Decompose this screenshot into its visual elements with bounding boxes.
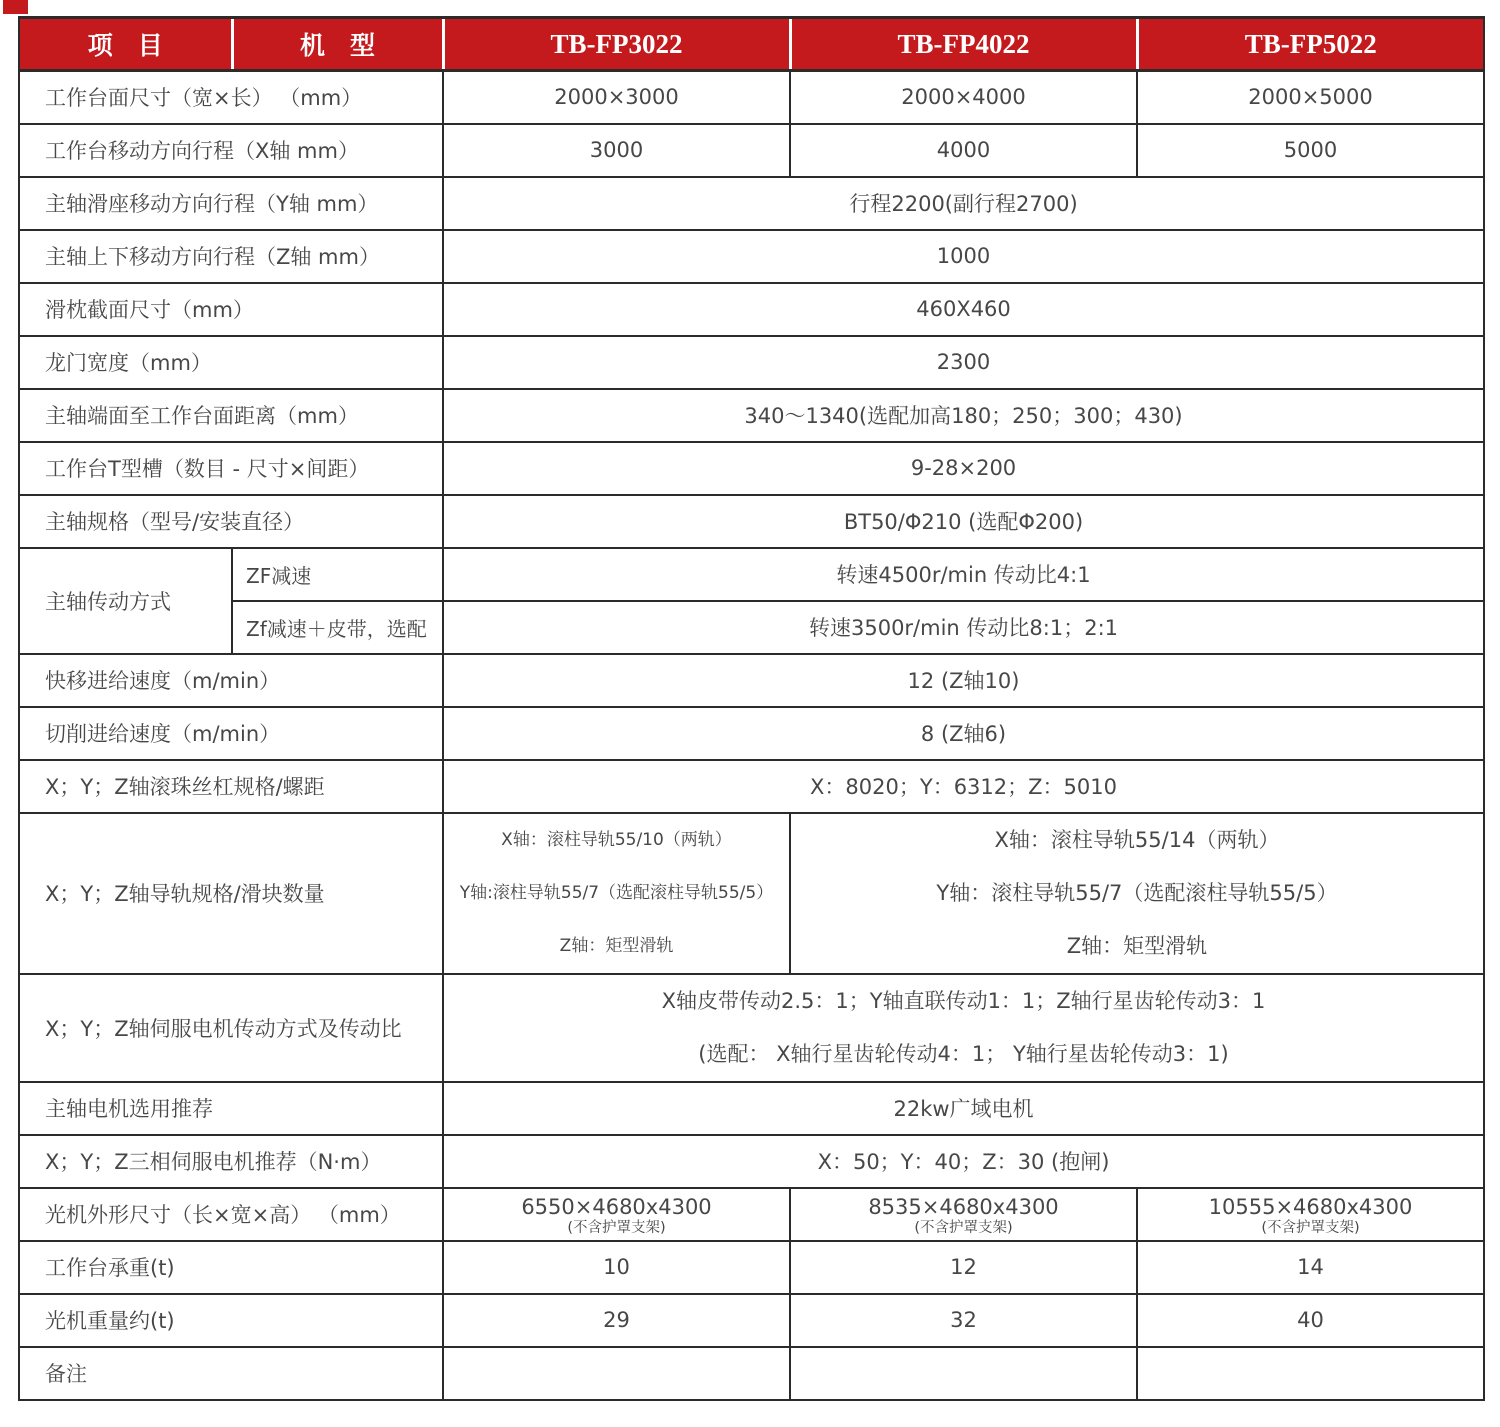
row-label: 备注 xyxy=(19,1347,443,1400)
row-value: 9-28×200 xyxy=(443,442,1484,495)
table-row xyxy=(19,1241,1484,1294)
row-value-multiline xyxy=(790,813,1484,974)
row-value: 3000 xyxy=(443,124,790,177)
row-label: 主轴滑座移动方向行程（Y轴 mm） xyxy=(19,177,443,230)
row-value: 40 xyxy=(1137,1294,1484,1347)
row-value-with-note xyxy=(443,1188,790,1241)
table-row xyxy=(19,1135,1484,1188)
guideway-line-z: Z轴：矩型滑轨 xyxy=(559,935,674,956)
row-label: X；Y；Z轴滚珠丝杠规格/螺距 xyxy=(19,760,443,813)
table-row xyxy=(19,230,1484,283)
row-value: 460X460 xyxy=(443,283,1484,336)
header-model-tbfp4022: TB-FP4022 xyxy=(790,18,1137,71)
table-row xyxy=(19,1294,1484,1347)
row-value: 2000×3000 xyxy=(443,71,790,124)
machine-spec-table xyxy=(18,16,1485,1401)
row-value-with-note xyxy=(1137,1188,1484,1241)
row-value: 2300 xyxy=(443,336,1484,389)
row-label: 切削进给速度（m/min） xyxy=(19,707,443,760)
table-row xyxy=(19,548,1484,601)
table-header-row xyxy=(19,18,1484,71)
header-item-cell: 项 目 xyxy=(19,18,232,71)
dimension-note: (不含护罩支架) xyxy=(567,1219,666,1236)
table-row xyxy=(19,974,1484,1082)
table-row xyxy=(19,1188,1484,1241)
table-row xyxy=(19,71,1484,124)
row-value: X：8020；Y：6312；Z：5010 xyxy=(443,760,1484,813)
dimension-value: 8535×4680x4300 xyxy=(868,1194,1059,1219)
row-value: 32 xyxy=(790,1294,1137,1347)
row-value: BT50/Φ210 (选配Φ200) xyxy=(443,495,1484,548)
guideway-line-z: Z轴：矩型滑轨 xyxy=(1066,933,1208,958)
row-value: 8 (Z轴6) xyxy=(443,707,1484,760)
row-label: 工作台承重(t) xyxy=(19,1241,443,1294)
row-label: 滑枕截面尺寸（mm） xyxy=(19,283,443,336)
servo-line-optional: (选配： X轴行星齿轮传动4：1； Y轴行星齿轮传动3：1) xyxy=(698,1041,1229,1066)
row-sublabel: ZF减速 xyxy=(232,548,443,601)
guideway-line-x: X轴：滚柱导轨55/14（两轨） xyxy=(994,827,1280,852)
row-value: 10 xyxy=(443,1241,790,1294)
corner-accent-decoration xyxy=(3,0,28,14)
row-value: 2000×5000 xyxy=(1137,71,1484,124)
row-group-label: 主轴传动方式 xyxy=(19,548,232,654)
table-row xyxy=(19,707,1484,760)
row-value: 行程2200(副行程2700) xyxy=(443,177,1484,230)
row-value: 转速4500r/min 传动比4:1 xyxy=(443,548,1484,601)
row-value xyxy=(1137,1347,1484,1400)
guideway-line-y: Y轴:滚柱导轨55/7（选配滚柱导轨55/5） xyxy=(459,882,774,903)
row-label: 光机重量约(t) xyxy=(19,1294,443,1347)
row-label: 主轴电机选用推荐 xyxy=(19,1082,443,1135)
table-row xyxy=(19,177,1484,230)
row-value: 12 (Z轴10) xyxy=(443,654,1484,707)
row-label: X；Y；Z三相伺服电机推荐（N·m） xyxy=(19,1135,443,1188)
row-label: 主轴端面至工作台面距离（mm） xyxy=(19,389,443,442)
row-sublabel: Zf减速＋皮带，选配 xyxy=(232,601,443,654)
row-value-with-note xyxy=(790,1188,1137,1241)
table-row xyxy=(19,495,1484,548)
row-label: X；Y；Z轴伺服电机传动方式及传动比 xyxy=(19,974,443,1082)
table-row xyxy=(19,760,1484,813)
table-row xyxy=(19,1082,1484,1135)
table-row xyxy=(19,813,1484,974)
row-label: 主轴上下移动方向行程（Z轴 mm） xyxy=(19,230,443,283)
guideway-line-x: X轴：滚柱导轨55/10（两轨） xyxy=(501,829,732,850)
table-row xyxy=(19,654,1484,707)
row-value: 2000×4000 xyxy=(790,71,1137,124)
row-value: 12 xyxy=(790,1241,1137,1294)
table-row xyxy=(19,442,1484,495)
dimension-note: (不含护罩支架) xyxy=(914,1219,1013,1236)
row-value-multiline xyxy=(443,974,1484,1082)
row-label: X；Y；Z轴导轨规格/滑块数量 xyxy=(19,813,443,974)
row-label: 龙门宽度（mm） xyxy=(19,336,443,389)
row-value xyxy=(443,1347,790,1400)
row-label: 光机外形尺寸（长×宽×高） （mm） xyxy=(19,1188,443,1241)
row-value xyxy=(790,1347,1137,1400)
row-value: 29 xyxy=(443,1294,790,1347)
row-value: 14 xyxy=(1137,1241,1484,1294)
row-value: 340～1340(选配加高180；250；300；430) xyxy=(443,389,1484,442)
table-row xyxy=(19,124,1484,177)
row-value: 转速3500r/min 传动比8:1；2:1 xyxy=(443,601,1484,654)
row-label: 工作台T型槽（数目 - 尺寸×间距） xyxy=(19,442,443,495)
dimension-value: 6550×4680x4300 xyxy=(521,1194,712,1219)
guideway-line-y: Y轴：滚柱导轨55/7（选配滚柱导轨55/5） xyxy=(936,880,1338,905)
row-value: 22kw广域电机 xyxy=(443,1082,1484,1135)
dimension-value: 10555×4680x4300 xyxy=(1208,1194,1413,1219)
row-label: 工作台移动方向行程（X轴 mm） xyxy=(19,124,443,177)
row-label: 快移进给速度（m/min） xyxy=(19,654,443,707)
table-row xyxy=(19,336,1484,389)
row-label: 主轴规格（型号/安装直径） xyxy=(19,495,443,548)
header-model-tbfp5022: TB-FP5022 xyxy=(1137,18,1484,71)
table-row xyxy=(19,389,1484,442)
row-value-multiline xyxy=(443,813,790,974)
row-value: 5000 xyxy=(1137,124,1484,177)
row-value: X：50；Y：40；Z：30 (抱闸) xyxy=(443,1135,1484,1188)
row-value: 1000 xyxy=(443,230,1484,283)
dimension-note: (不含护罩支架) xyxy=(1261,1219,1360,1236)
header-model-cell: 机 型 xyxy=(232,18,443,71)
servo-line-standard: X轴皮带传动2.5：1；Y轴直联传动1：1；Z轴行星齿轮传动3：1 xyxy=(661,988,1266,1013)
header-model-tbfp3022: TB-FP3022 xyxy=(443,18,790,71)
table-row xyxy=(19,1347,1484,1400)
table-row xyxy=(19,283,1484,336)
row-value: 4000 xyxy=(790,124,1137,177)
table-row xyxy=(19,601,1484,654)
row-label: 工作台面尺寸（宽×长） （mm） xyxy=(19,71,443,124)
